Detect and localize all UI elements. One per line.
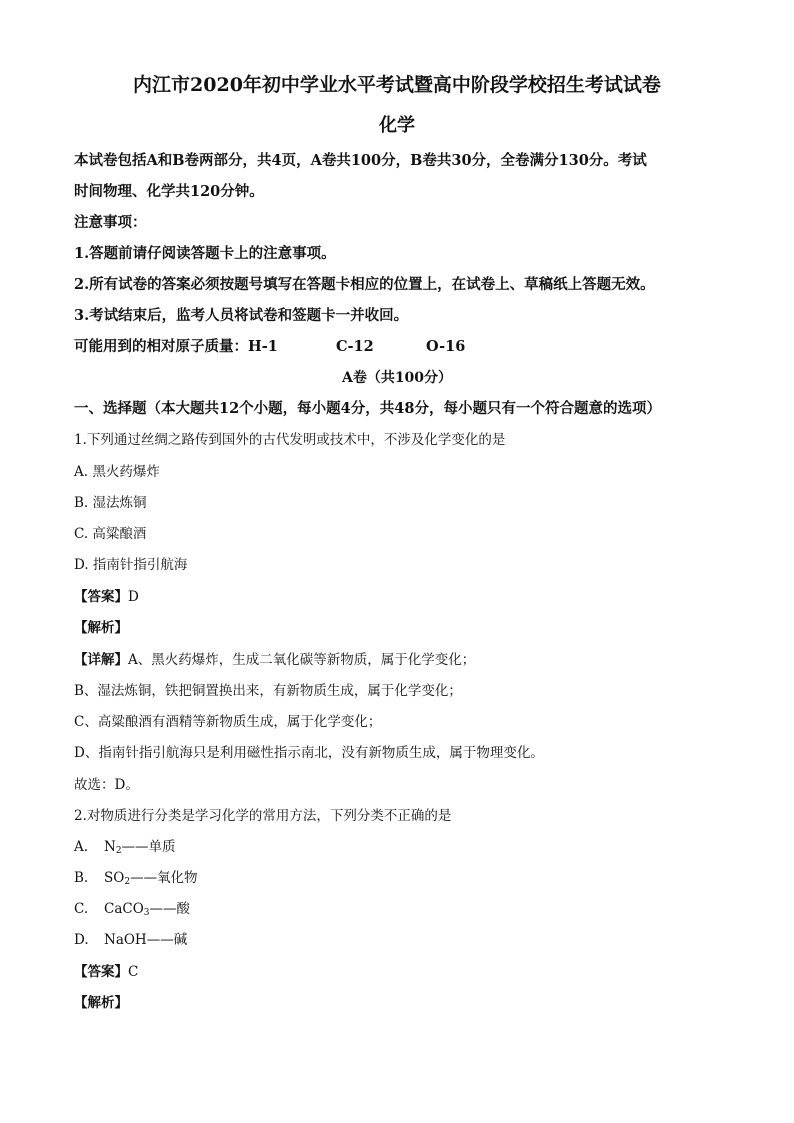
atomic-mass-h: H-1 (248, 338, 278, 355)
atomic-mass-label: 可能用到的相对原子质量： (74, 338, 248, 355)
q2-option-a-letter: A. (74, 839, 89, 855)
part-one-heading: 一、选择题（本大题共12个小题，每小题4分，共48分，每小题只有一个符合题意的选项） (74, 400, 661, 417)
q2-option-c-letter: C. (74, 901, 89, 917)
q2-option-d-letter: D. (74, 932, 89, 948)
q1-answer-label: 【答案】 (74, 589, 128, 605)
q2-option-b-letter: B. (74, 870, 89, 886)
q2-option-c (74, 899, 190, 919)
q1-option-b: B. 湿法炼铜 (74, 495, 147, 511)
q1-option-d: D. 指南针指引航海 (74, 557, 188, 573)
q1-option-a: A. 黑火药爆炸 (74, 464, 160, 480)
notice-item-1: 1.答题前请仔阅读答题卡上的注意事项。 (74, 245, 336, 262)
q2-option-c-sub: 3 (143, 908, 150, 918)
section-a-heading: A卷（共100分） (341, 370, 453, 386)
q1-stem: 1.下列通过丝绸之路传到国外的古代发明或技术中，不涉及化学变化的是 (74, 432, 506, 448)
q2-option-d (74, 930, 187, 950)
q2-answer (74, 962, 138, 982)
q2-option-a-rest: ——单质 (121, 839, 176, 855)
q1-detail-a: A、黑火药爆炸，生成二氧化碳等新物质，属于化学变化； (128, 652, 476, 668)
q1-detail-label: 【详解】 (74, 652, 128, 668)
notice-item-3: 3.考试结束后，监考人员将试卷和签题卡一并收回。 (74, 307, 409, 324)
q1-analysis-label: 【解析】 (74, 620, 128, 636)
atomic-mass-c: C-12 (336, 338, 374, 355)
q2-answer-label: 【答案】 (74, 964, 128, 980)
subject-heading: 化学 (379, 115, 415, 136)
q2-option-b-formula: SO (104, 870, 125, 886)
q2-option-d-rest: ——碱 (146, 932, 188, 948)
q1-answer-value: D (128, 589, 139, 605)
q1-detail-c: C、高粱酿酒有酒精等新物质生成，属于化学变化； (74, 714, 382, 730)
q2-option-b-rest: ——氧化物 (130, 870, 198, 886)
q2-option-a-formula: N (104, 839, 116, 855)
q2-option-a (74, 837, 176, 857)
exam-title: 内江市2020年初中学业水平考试暨高中阶段学校招生考试试卷 (133, 74, 661, 96)
q2-option-d-formula: NaOH (104, 932, 147, 948)
q1-option-c: C. 高粱酿酒 (74, 526, 147, 542)
atomic-mass-line (74, 337, 465, 357)
atomic-mass-o: O-16 (426, 338, 466, 355)
notice-heading: 注意事项： (74, 214, 147, 231)
q2-option-c-rest: ——酸 (149, 901, 191, 917)
q1-detail-d: D、指南针指引航海只是利用磁性指示南北，没有新物质生成，属于物理变化。 (74, 745, 544, 761)
q2-option-b-sub: 2 (124, 877, 131, 887)
q2-option-b (74, 868, 198, 888)
intro-line-1: 本试卷包括A和B卷两部分，共4页，A卷共100分，B卷共30分，全卷满分130分。考试 (74, 152, 647, 169)
q1-detail-b: B、湿法炼铜，铁把铜置换出来，有新物质生成，属于化学变化； (74, 683, 462, 699)
notice-item-2: 2.所有试卷的答案必须按题号填写在答题卡相应的位置上，在试卷上、草稿纸上答题无效。 (74, 276, 655, 293)
q2-analysis-label: 【解析】 (74, 995, 128, 1011)
q2-answer-value: C (128, 964, 139, 980)
q2-option-a-sub: 2 (115, 846, 122, 856)
q1-conclusion: 故选：D。 (74, 777, 139, 793)
q1-detail-line-1 (74, 650, 475, 670)
q2-stem: 2.对物质进行分类是学习化学的常用方法，下列分类不正确的是 (74, 808, 452, 824)
q1-answer (74, 587, 139, 607)
q2-option-c-formula: CaCO (104, 901, 144, 917)
intro-line-2: 时间物理、化学共120分钟。 (74, 183, 264, 200)
